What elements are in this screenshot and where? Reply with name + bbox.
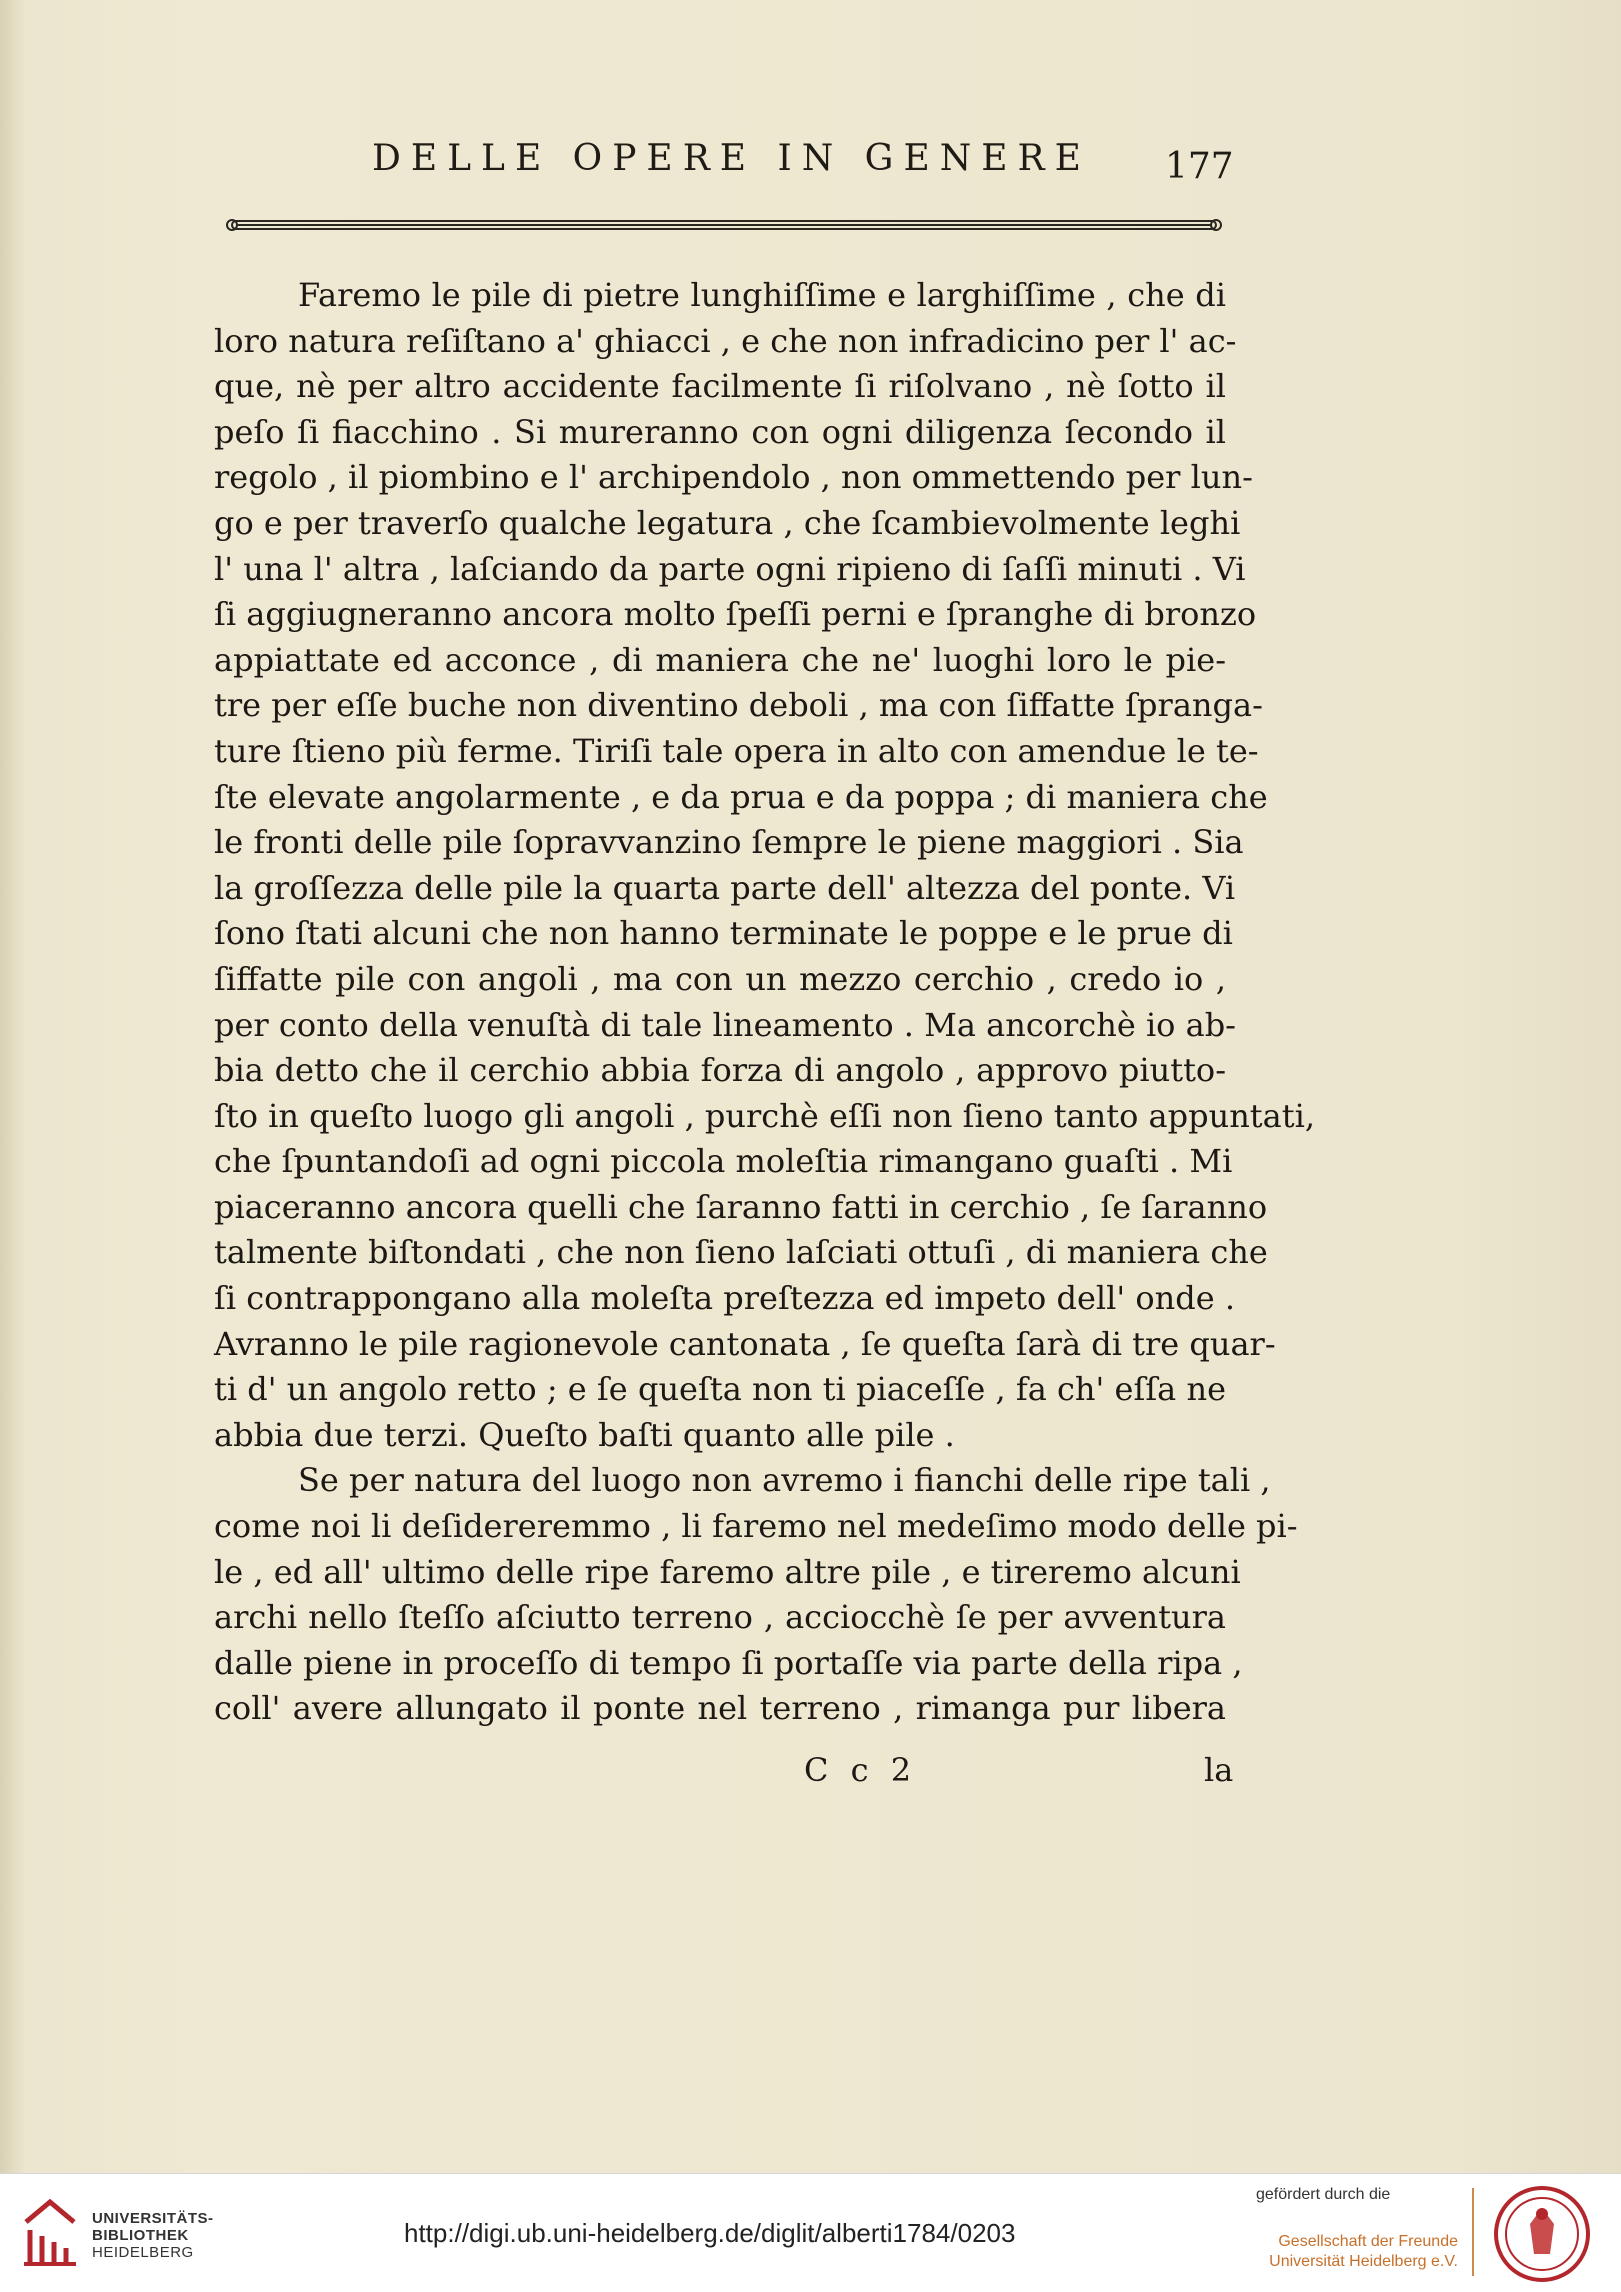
sponsor-name (1262, 2232, 1458, 2272)
text-line: ſte elevate angolarmente , e da prua e da poppa ; di maniera che (214, 777, 1268, 816)
text-line: loro natura reſiſtano a' ghiacci , e che non infradicino per l' ac- (214, 321, 1237, 360)
text-line: coll' avere allungato il ponte nel terreno , rimanga pur libera (214, 1689, 1226, 1728)
text-line: la groſſezza delle pile la quarta parte dell' altezza del ponte. Vi (214, 868, 1236, 907)
catchword: la (1204, 1751, 1234, 1789)
running-head: DELLE OPERE IN GENERE (372, 138, 1091, 179)
sponsor-line: Universität Heidelberg e.V. (1269, 2253, 1458, 2270)
text-line: ti d' un angolo retto ; e ſe queſta non ti piaceſſe , fa ch' eſſa ne (214, 1370, 1226, 1409)
text-line: ſono ſtati alcuni che non hanno terminate le poppe e le prue di (214, 914, 1233, 953)
sponsor-line: Gesellschaft der Freunde (1278, 2233, 1458, 2250)
text-line: archi nello ſteſſo aſciutto terreno , acciocchè ſe per avventura (214, 1598, 1226, 1637)
text-line: piaceranno ancora quelli che ſaranno fatti in cerchio , ſe ſaranno (214, 1187, 1268, 1226)
text-line: go e per traverſo qualche legatura , che ſcambievolmente leghi (214, 503, 1241, 542)
text-line: l' una l' altra , laſciando da parte ogni ripieno di ſaſſi minuti . Vi (214, 549, 1246, 588)
permalink-url[interactable]: http://digi.ub.uni-heidelberg.de/diglit/alberti1784/0203 (404, 2218, 1016, 2248)
text-line: tre per eſſe buche non diventino deboli , ma con ſiffatte ſpranga- (214, 686, 1263, 725)
text-line: abbia due terzi. Queſto baſti quanto alle pile . (214, 1415, 955, 1454)
text-line: bia detto che il cerchio abbia forza di angolo , approvo piutto- (214, 1051, 1226, 1090)
text-line: ſto in queſto luogo gli angoli , purchè eſſi non ſieno tanto appuntati, (214, 1096, 1315, 1135)
text-line: dalle piene in proceſſo di tempo ſi portaſſe via parte della ripa , (214, 1643, 1243, 1682)
text-line: que, nè per altro accidente facilmente ſi riſolvano , nè ſotto il (214, 367, 1226, 406)
text-line: che ſpuntandoſi ad ogni piccola moleſtia rimangano guaſti . Mi (214, 1142, 1233, 1181)
text-line: Faremo le pile di pietre lunghiſſime e larghiſſime , che di (298, 276, 1226, 314)
text-line: Avranno le pile ragionevole cantonata , ſe queſta ſarà di tre quar- (214, 1324, 1276, 1363)
text-line: come noi li deſidereremmo , li faremo nel medeſimo modo delle pi- (214, 1507, 1298, 1546)
text-line: appiattate ed acconce , di maniera che ne' luoghi loro le pie- (214, 640, 1226, 679)
text-line: ſi contrappongano alla moleſta preſtezza ed impeto dell' onde . (214, 1279, 1235, 1318)
viewer-footer (0, 2173, 1621, 2292)
text-line: ſiffatte pile con angoli , ma con un mezzo cerchio , credo io , (214, 959, 1226, 998)
library-name-line: BIBLIOTHEK (92, 2227, 189, 2244)
text-line: ſi aggiugneranno ancora molto ſpeſſi perni e ſpranghe di bronzo (214, 595, 1257, 634)
text-line: ture ſtieno più ferme. Tiriſi tale opera in alto con amendue le te- (214, 731, 1259, 770)
funded-by-label: gefördert durch die (1256, 2186, 1391, 2203)
text-line: le fronti delle pile ſopravvanzino ſempre le piene maggiori . Sia (214, 823, 1244, 862)
text-line: peſo ſi fiacchino . Si mureranno con ogni diligenza ſecondo il (214, 412, 1226, 451)
sponsor-divider (1472, 2188, 1474, 2276)
text-line: Se per natura del luogo non avremo i fianchi delle ripe tali , (298, 1461, 1271, 1500)
ornamental-rule (226, 218, 1222, 232)
university-library-logo-icon (20, 2196, 80, 2268)
library-name (92, 2210, 214, 2261)
text-line: talmente biſtondati , che non ſieno laſciati ottuſi , di maniera che (214, 1233, 1268, 1272)
body-text (214, 273, 1315, 1732)
text-line: le , ed all' ultimo delle ripe faremo altre pile , e tireremo alcuni (214, 1552, 1241, 1591)
signature-mark: C c 2 (804, 1751, 918, 1789)
page-number: 177 (1165, 146, 1234, 187)
library-name-line: UNIVERSITÄTS- (92, 2210, 214, 2227)
text-line: per conto della venuſtà di tale lineamento . Ma ancorchè io ab- (214, 1005, 1236, 1044)
university-seal-icon (1492, 2184, 1592, 2284)
text-line: regolo , il piombino e l' archipendolo , non ommettendo per lun- (214, 458, 1253, 497)
library-name-line: HEIDELBERG (92, 2244, 194, 2261)
